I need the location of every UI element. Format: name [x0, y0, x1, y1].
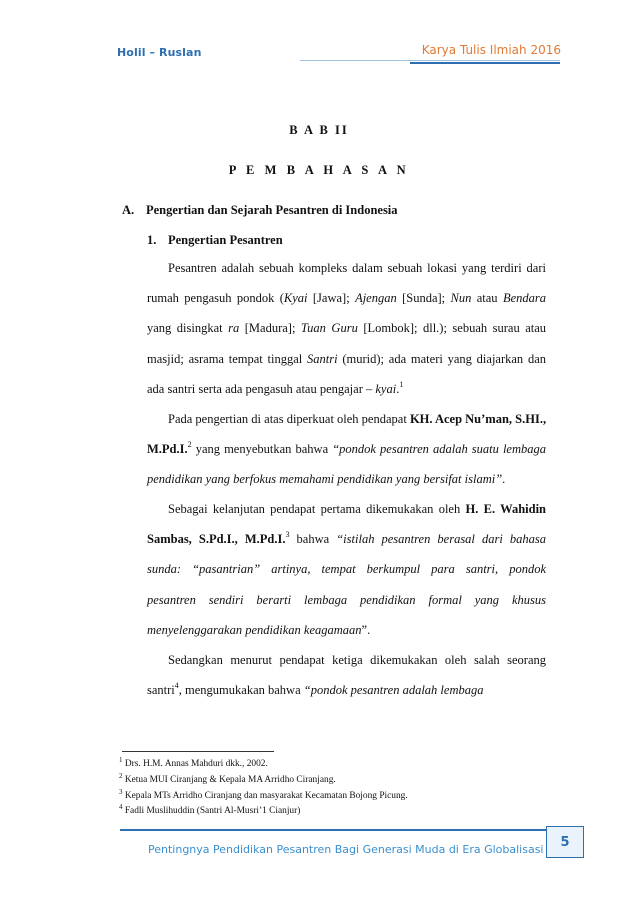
- text-run: [Sunda];: [396, 291, 451, 306]
- italic-text: kyai: [375, 381, 397, 396]
- footnote-ref: 3: [285, 530, 290, 540]
- header-authors: Holil – Ruslan: [117, 46, 202, 59]
- italic-text: sunda: “pasantrian” artinya, tempat berkumpul para santri, pondok: [147, 562, 546, 577]
- subsection-heading: [147, 233, 283, 248]
- footer-divider: [120, 829, 546, 831]
- italic-text: ra: [228, 321, 240, 336]
- footnote-text: Drs. H.M. Annas Mahduri dkk., 2002.: [124, 759, 268, 769]
- paragraph-line: [147, 615, 546, 645]
- paragraph-line: [147, 313, 546, 343]
- paragraph-line: [147, 494, 546, 524]
- section-number: A.: [122, 203, 135, 217]
- text-run: [Madura];: [239, 321, 301, 336]
- subsection-title: Pengertian Pesantren: [168, 233, 283, 247]
- footnote: [119, 756, 268, 769]
- paragraph-line: [147, 253, 546, 283]
- italic-text: pendidikan yang berfokus memahami pendidikan yang bersifat islami”: [147, 472, 503, 487]
- paragraph: [147, 645, 546, 705]
- italic-text: Kyai: [283, 291, 308, 306]
- section-heading: [122, 203, 398, 218]
- italic-text: “pondok pesantren adalah suatu lembaga: [332, 442, 546, 457]
- paragraph-line: [147, 344, 546, 374]
- footnote-text: Kepala MTs Arridho Ciranjang dan masyarakat Kecamatan Bojong Picung.: [124, 791, 408, 801]
- footnote-text: Ketua MUI Ciranjang & Kepala MA Arridho Ciranjang.: [124, 775, 336, 785]
- paragraph: [147, 253, 546, 404]
- chapter-number: B A B II: [289, 123, 349, 137]
- footnote-number: 4: [119, 803, 123, 811]
- footnote-ref: 4: [174, 681, 179, 691]
- bold-text: Sambas, S.Pd.I., M.Pd.I.: [147, 532, 286, 547]
- paragraph-line: [147, 283, 546, 313]
- bold-text: M.Pd.I.: [147, 442, 188, 457]
- subsection-number: 1.: [147, 233, 157, 247]
- text-run: (murid); ada materi yang diajarkan dan: [337, 351, 547, 366]
- text-run: .: [502, 472, 506, 487]
- paragraph-line: [147, 645, 546, 675]
- paragraph: [147, 494, 546, 645]
- text-run: ada santri serta ada pengasuh atau pengajar –: [147, 381, 376, 396]
- footnote-text: Fadli Muslihuddin (Santri Al-Musri’1 Cianjur): [124, 806, 301, 816]
- section-title: Pengertian dan Sejarah Pesantren di Indonesia: [146, 203, 398, 217]
- italic-text: Bendara: [502, 291, 546, 306]
- text-run: [Jawa];: [307, 291, 356, 306]
- paragraph-line: [147, 675, 546, 705]
- text-run: yang disingkat: [147, 321, 229, 336]
- footnote: [119, 788, 408, 801]
- paragraph-line: [147, 464, 546, 494]
- paragraph-line: [147, 554, 546, 584]
- text-run: .: [396, 381, 400, 396]
- text-run: yang menyebutkan bahwa: [191, 442, 333, 457]
- paragraph-line: [147, 434, 546, 464]
- footer-title: Pentingnya Pendidikan Pesantren Bagi Generasi Muda di Era Globalisasi: [148, 843, 544, 856]
- text-run: [Lombok]; dll.); sebuah surau atau: [357, 321, 547, 336]
- text-run: Pada pengertian di atas diperkuat oleh pendapat: [168, 412, 410, 426]
- italic-text: menyelenggarakan pendidikan keagamaan: [147, 622, 362, 637]
- italic-text: pesantren sendiri berarti lembaga pendidikan formal yang khusus: [147, 592, 546, 607]
- italic-text: “istilah pesantren berasal dari bahasa: [336, 532, 546, 547]
- footnote-separator: [122, 751, 274, 752]
- text-run: ”.: [361, 622, 371, 637]
- bold-text: H. E. Wahidin: [465, 502, 546, 516]
- text-run: masjid; asrama tempat tinggal: [147, 351, 308, 366]
- text-run: , mengumukakan bahwa: [178, 683, 304, 698]
- page-number: 5: [546, 826, 584, 858]
- header-title: Karya Tulis Ilmiah 2016: [421, 43, 561, 57]
- paragraph-line: [147, 524, 546, 554]
- italic-text: Santri: [307, 351, 338, 366]
- text-run: rumah pengasuh pondok (: [147, 291, 284, 306]
- text-run: santri: [147, 683, 175, 698]
- italic-text: Ajengan: [355, 291, 397, 306]
- italic-text: “pondok pesantren adalah lembaga: [303, 683, 484, 698]
- footnote-ref: 2: [187, 440, 192, 450]
- text-run: Sedangkan menurut pendapat ketiga dikemukakan oleh salah seorang: [168, 653, 546, 667]
- chapter-title: P E M B A H A S A N: [228, 163, 410, 177]
- paragraph-line: [147, 404, 546, 434]
- text-run: Pesantren adalah sebuah kompleks dalam sebuah lokasi yang terdiri dari: [168, 261, 546, 275]
- paragraph-line: [147, 585, 546, 615]
- footnote-number: 2: [119, 772, 123, 780]
- paragraph-line: [147, 374, 546, 404]
- italic-text: Nun: [450, 291, 472, 306]
- paragraph: [147, 404, 546, 495]
- italic-text: Tuan Guru: [300, 321, 358, 336]
- footnote: [119, 803, 301, 816]
- text-run: Sebagai kelanjutan pendapat pertama dikemukakan oleh: [168, 502, 466, 516]
- footnote-number: 1: [119, 756, 123, 764]
- header-divider: [300, 60, 560, 61]
- text-run: bahwa: [289, 532, 337, 547]
- footnote-number: 3: [119, 788, 123, 796]
- header-divider-accent: [410, 62, 560, 64]
- footnote: [119, 772, 336, 785]
- footnote-ref: 1: [399, 379, 404, 389]
- text-run: atau: [471, 291, 503, 306]
- bold-text: KH. Acep Nu’man, S.HI.,: [409, 412, 547, 426]
